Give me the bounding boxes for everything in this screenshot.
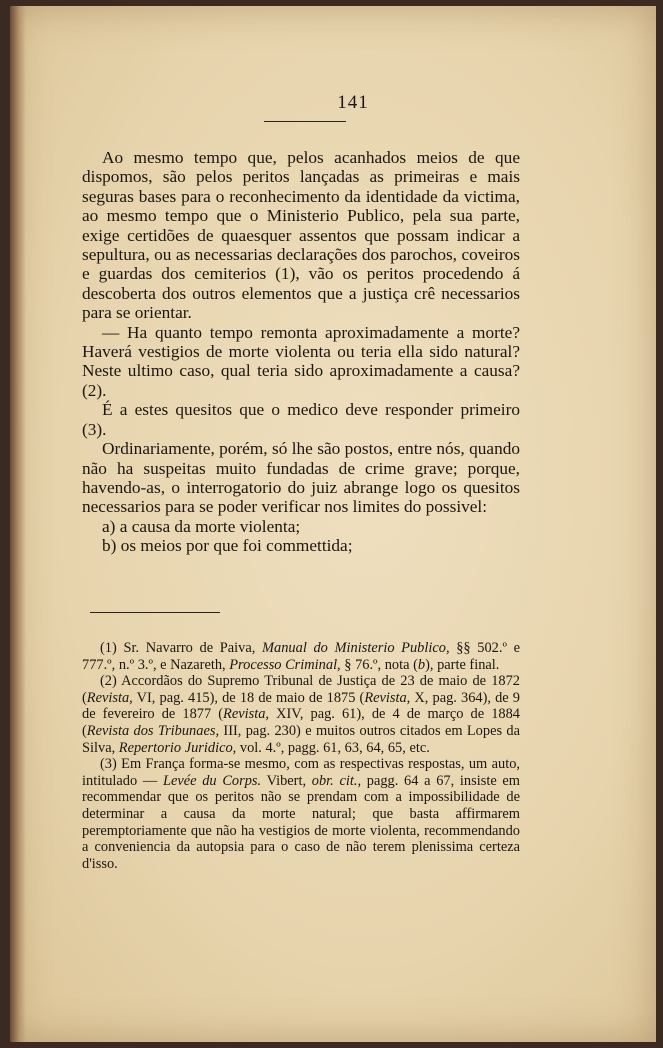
footnotes [82, 640, 520, 872]
footnote-text: pagg. 64 a 67, insiste em recommendar que os peritos não se prendam com a impossibilidade de determinar a causa da morte natural; que basta affirmarem peremptoriamente que não ha vestigios de morte violenta, recommendando a conveniencia da autopsia para o caso de não terem plenissima certeza d'isso. [82, 772, 520, 872]
footnote-citation: b [417, 656, 426, 673]
footnote-text: § 76.º, nota ( [340, 656, 418, 673]
footnote-text: (2) Accordãos do Supremo Tribunal de Justiça de 23 de maio de 1872 ( [82, 673, 520, 706]
footnote-citation: Revista dos Tribunaes, [86, 722, 220, 739]
footnote-text: vol. 4.º, pagg. 61, 63, 64, 65, etc. [236, 739, 430, 756]
paragraph: Ordinariamente, porém, só lhe são postos, entre nós, quando não ha suspeitas muito fundadas de crime grave; porque, havendo-as, o interrogatorio do juiz abrange logo os quesitos necessarios para se poder verificar nos limites do possivel: [82, 439, 520, 517]
footnote-text: (3) Em França forma-se mesmo, com as respectivas respostas, um auto, intitulado — [82, 756, 520, 789]
book-binding-edge [10, 6, 26, 1042]
main-text [82, 148, 520, 556]
footnote-1 [82, 640, 520, 673]
page-number: 141 [337, 92, 369, 113]
paragraph: Ao mesmo tempo que, pelos acanhados meios de que dispomos, são pelos peritos lançadas as primeiras e mais seguras bases para o reconhecimento da identidade da victima, ao mesmo tempo que o Ministerio Publico, pela sua parte, exige certidões de quaesquer assentos que possam indicar a sepultura, ou as necessarias declarações dos parochos, coveiros e guardas dos cemiterios (1), vão os peritos procedendo á descoberta dos outros elementos que a justiça crê necessarios para se orientar. [82, 148, 520, 323]
footnote-text: (1) Sr. Navarro de Paiva, [100, 640, 263, 656]
footnote-text: §§ 502.º e 777.º, n.º 3.º, e Nazareth, [82, 640, 520, 673]
footnote-citation: Repertorio Juridico, [118, 739, 237, 756]
footnote-separator [90, 612, 220, 613]
footnote-citation: Processo Criminal, [229, 656, 341, 673]
list-item: a) a causa da morte violenta; [102, 516, 301, 536]
footnote-citation: obr. cit., [311, 772, 362, 789]
paragraph: — Ha quanto tempo remonta aproximadamente a morte? Haverá vestigios de morte violenta ou teria ella sido natural? Neste ultimo caso, qual teria sido aproximadamente a causa? (2). [82, 322, 520, 400]
footnote-text: Vibert, [261, 772, 312, 789]
book-page [10, 6, 656, 1042]
footnote-2 [82, 673, 520, 756]
footnote-citation: Manual do Ministerio Publico, [262, 640, 450, 656]
paragraph: É a estes quesitos que o medico deve responder primeiro (3). [82, 400, 520, 439]
footnote-text: XIV, pag. 61), de 4 de março de 1884 ( [82, 706, 520, 739]
footnote-text: X, pag. 364), de 9 de fevereiro de 1877 ( [82, 689, 520, 723]
footnote-text: ), parte final. [425, 656, 500, 673]
footnote-citation: Revista, [86, 689, 133, 706]
footnote-3 [82, 756, 520, 872]
footnote-citation: Revista, [364, 689, 411, 706]
footnote-citation: Revista, [223, 706, 270, 723]
footnote-text: III, pag. 230) e muitos outros citados em Lopes da Silva, [82, 722, 521, 756]
page-number-rule [264, 121, 346, 122]
footnote-citation: Levée du Corps. [162, 772, 262, 789]
footnote-text: VI, pag. 415), de 18 de maio de 1875 ( [132, 689, 365, 706]
list-item: b) os meios por que foi commettida; [102, 536, 353, 556]
